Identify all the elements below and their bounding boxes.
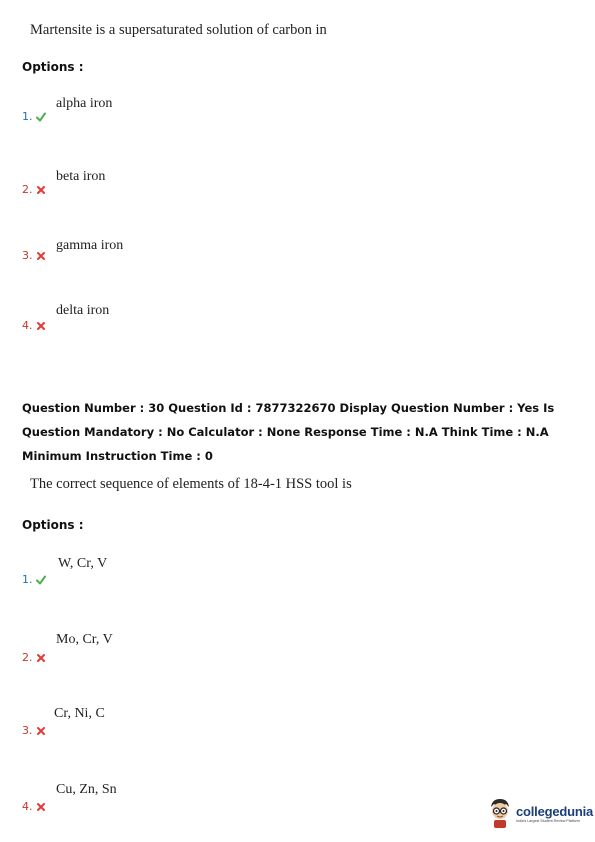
option-number-label: 3. bbox=[22, 249, 33, 262]
option-number-label: 1. bbox=[22, 573, 33, 586]
option-number bbox=[22, 573, 46, 586]
option-number-label: 3. bbox=[22, 724, 33, 737]
option-text: gamma iron bbox=[56, 238, 124, 253]
option-number bbox=[22, 724, 46, 737]
options-label: Options : bbox=[22, 518, 84, 532]
option-number-label: 2. bbox=[22, 651, 33, 664]
option-number bbox=[22, 800, 46, 813]
option-number bbox=[22, 319, 46, 332]
option-number-label: 1. bbox=[22, 110, 33, 123]
cross-icon bbox=[36, 251, 46, 261]
option-text: Mo, Cr, V bbox=[56, 632, 113, 647]
cross-icon bbox=[36, 802, 46, 812]
option-number bbox=[22, 651, 46, 664]
brand-logo bbox=[488, 797, 593, 829]
cross-icon bbox=[36, 321, 46, 331]
question-meta: Question Number : 30 Question Id : 7877322670 Display Question Number : Yes Is Question Mandatory : No Calculator : None Response Time : N.A Think Time : N.A Minimum Instruction Time : 0 bbox=[22, 401, 555, 463]
option-text: delta iron bbox=[56, 303, 110, 318]
options-label: Options : bbox=[22, 60, 84, 74]
option-text: Cu, Zn, Sn bbox=[56, 782, 117, 797]
check-icon bbox=[36, 575, 46, 585]
option-text: beta iron bbox=[56, 169, 106, 184]
option-number-label: 2. bbox=[22, 183, 33, 196]
option-number bbox=[22, 183, 46, 196]
check-icon bbox=[36, 112, 46, 122]
brand-tagline: India's Largest Student Review Platform bbox=[516, 818, 580, 823]
cross-icon bbox=[36, 185, 46, 195]
option-text: W, Cr, V bbox=[58, 556, 108, 571]
option-number-label: 4. bbox=[22, 800, 33, 813]
option-number bbox=[22, 110, 46, 123]
question-text: The correct sequence of elements of 18-4-1 HSS tool is bbox=[30, 476, 352, 492]
option-text: alpha iron bbox=[56, 96, 113, 111]
cross-icon bbox=[36, 726, 46, 736]
brand-text bbox=[516, 804, 593, 823]
question-text: Martensite is a supersaturated solution of carbon in bbox=[30, 22, 327, 38]
mascot-icon bbox=[488, 797, 512, 829]
option-number bbox=[22, 249, 46, 262]
cross-icon bbox=[36, 653, 46, 663]
option-number-label: 4. bbox=[22, 319, 33, 332]
option-text: Cr, Ni, C bbox=[54, 706, 105, 721]
brand-name: collegedunia bbox=[516, 803, 594, 819]
